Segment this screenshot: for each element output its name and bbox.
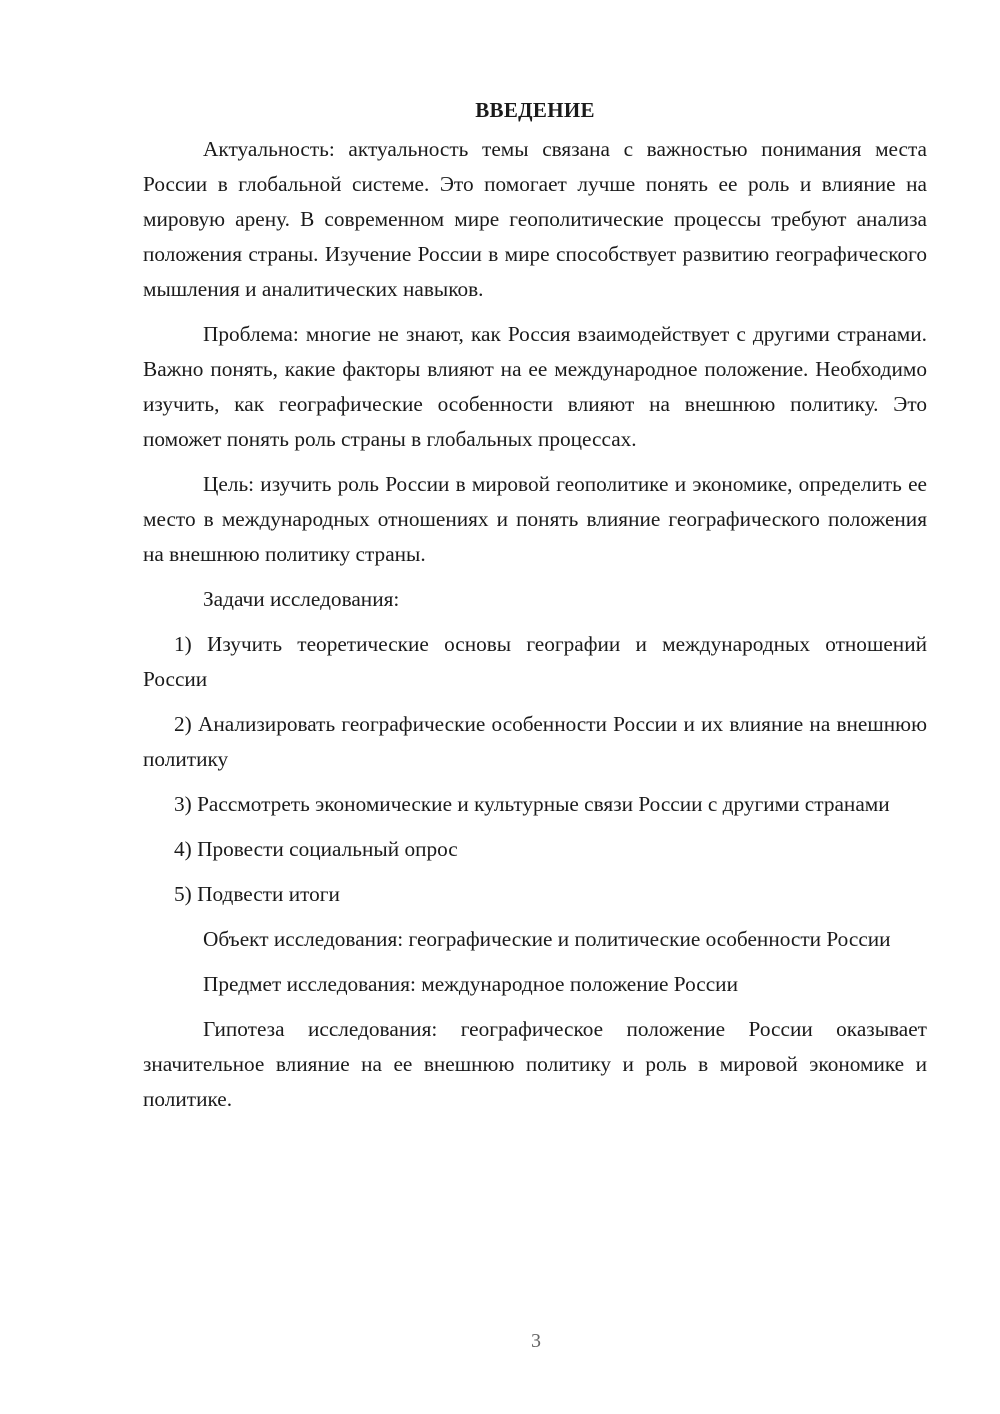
list-item: 2) Анализировать географические особенности России и их влияние на внешнюю политику [143, 712, 927, 771]
goal-paragraph: Цель: изучить роль России в мировой геополитике и экономике, определить ее место в международных отношениях и понять влияние географического положения на внешнюю политику страны. [143, 472, 927, 566]
hypothesis-paragraph: Гипотеза исследования: географическое положение России оказывает значительное влияние на ее внешнюю политику и роль в мировой экономике и политике. [143, 1017, 927, 1111]
list-item: 4) Провести социальный опрос [174, 837, 458, 861]
list-item: 5) Подвести итоги [174, 882, 340, 906]
list-item: 3) Рассмотреть экономические и культурные связи России с другими странами [174, 792, 890, 816]
page-number: 3 [531, 1330, 541, 1352]
problem-paragraph: Проблема: многие не знают, как Россия взаимодействует с другими странами. Важно понять, какие факторы влияют на ее международное положение. Необходимо изучить, как географические особенности влияют на внешнюю политику. Это поможет понять роль страны в глобальных процессах. [143, 322, 927, 451]
subject-paragraph: Предмет исследования: международное положение России [203, 972, 738, 996]
object-paragraph: Объект исследования: географические и политические особенности России [203, 927, 891, 951]
page-title: ВВЕДЕНИЕ [475, 98, 595, 122]
tasks-heading: Задачи исследования: [203, 587, 400, 611]
list-item: 1) Изучить теоретические основы географии и международных отношений России [143, 632, 927, 691]
relevance-paragraph: Актуальность: актуальность темы связана с важностью понимания места России в глобальной системе. Это помогает лучше понять ее роль и влияние на мировую арену. В современном мире геополитические процессы требуют анализа положения страны. Изучение России в мире способствует развитию географического мышления и аналитических навыков. [143, 137, 927, 301]
document-page [143, 92, 927, 1127]
tasks-list [143, 627, 927, 912]
